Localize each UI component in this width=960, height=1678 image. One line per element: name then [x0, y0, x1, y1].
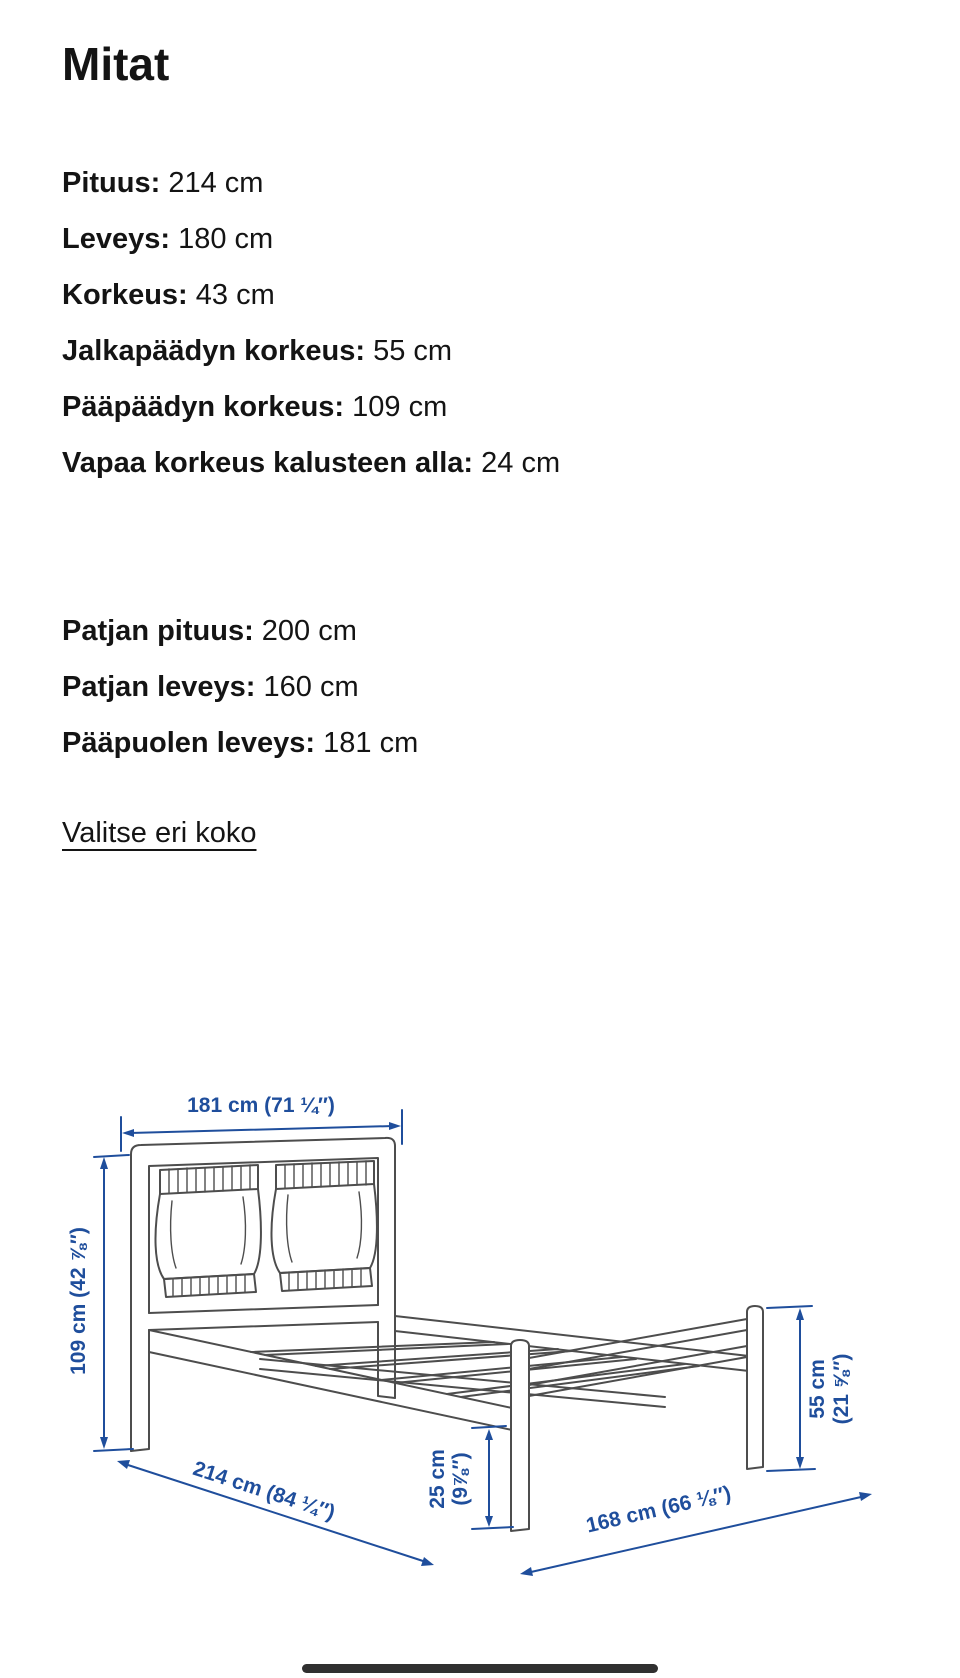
dimension-value: 55 cm — [373, 334, 453, 367]
headboard-left-leg — [131, 1330, 149, 1451]
dimension-row — [62, 155, 898, 211]
footboard-height-label-value: 55 cm — [806, 1359, 829, 1419]
headboard-height-label: 109 cm (42 ⅞″) — [67, 1226, 90, 1375]
dimension-row — [62, 323, 898, 379]
dimension-row — [62, 379, 898, 435]
cushion-bottom-pleat — [164, 1274, 256, 1297]
bed-dimension-diagram — [0, 1061, 960, 1621]
clearance-dimension-line — [472, 1426, 513, 1529]
dimension-label: Patjan pituus: — [62, 614, 254, 647]
bed-width-label: 168 cm (66 ⅛″) — [583, 1481, 734, 1538]
arrowhead — [122, 1129, 134, 1137]
dimension-row — [62, 603, 898, 659]
arrowhead — [421, 1557, 434, 1566]
cushion-hanger — [160, 1165, 258, 1194]
cushion-hanger — [276, 1161, 374, 1189]
footboard-near-post — [511, 1340, 529, 1531]
footboard-height-label-inches: (21 ⅝″) — [830, 1353, 853, 1425]
headboard-inner-frame — [149, 1158, 378, 1313]
clearance-label-inches: (9⅞″) — [449, 1452, 472, 1506]
bed-length-label: 214 cm (84 ¼″) — [190, 1456, 338, 1525]
dimension-row — [62, 659, 898, 715]
headboard-height-dimension-line — [94, 1155, 133, 1451]
dimension-value: 180 cm — [178, 222, 274, 255]
cushion-wrinkles — [287, 1192, 362, 1262]
near-side-rail — [149, 1330, 512, 1430]
arrowhead — [389, 1122, 401, 1130]
home-indicator[interactable] — [302, 1664, 658, 1673]
headboard-lower-rail — [149, 1305, 378, 1330]
cushion-bottom-pleat — [280, 1268, 372, 1291]
choose-size-link[interactable]: Valitse eri koko — [62, 816, 257, 849]
arrowhead — [859, 1492, 872, 1501]
dimension-value: 24 cm — [481, 446, 561, 479]
arrowhead — [796, 1457, 804, 1469]
dimension-row — [62, 715, 898, 771]
dimension-value: 214 cm — [168, 166, 264, 199]
mattress-dimensions-list — [62, 603, 898, 771]
dimension-value: 43 cm — [195, 278, 275, 311]
dimension-row — [62, 211, 898, 267]
dimension-labels — [67, 1094, 853, 1537]
arrowhead — [520, 1567, 533, 1576]
dimension-label: Pääpuolen leveys: — [62, 726, 316, 759]
page-title: Mitat — [62, 38, 170, 90]
arrowhead — [485, 1516, 493, 1527]
dimension-value: 109 cm — [352, 390, 448, 423]
dimension-label: Leveys: — [62, 222, 171, 255]
footboard-far-post — [747, 1306, 763, 1469]
dimension-label: Korkeus: — [62, 278, 188, 311]
dimension-value: 181 cm — [323, 726, 419, 759]
bed-length-dimension-line — [128, 1465, 423, 1561]
headboard-width-label: 181 cm (71 ¼″) — [187, 1093, 335, 1117]
clearance-label-value: 25 cm — [426, 1449, 449, 1509]
primary-dimensions-list — [62, 155, 898, 491]
dimension-row — [62, 267, 898, 323]
dimension-value: 160 cm — [263, 670, 359, 703]
arrowhead — [100, 1437, 108, 1449]
bed-diagram-area — [0, 1061, 960, 1621]
dimension-row — [62, 435, 898, 491]
dimension-label: Jalkapäädyn korkeus: — [62, 334, 366, 367]
dimensions-section — [0, 38, 960, 861]
arrowhead — [796, 1308, 804, 1320]
arrowhead — [100, 1157, 108, 1169]
arrowhead — [485, 1429, 493, 1440]
dimension-label: Pituus: — [62, 166, 161, 199]
dimension-label: Patjan leveys: — [62, 670, 256, 703]
dimension-label: Vapaa korkeus kalusteen alla: — [62, 446, 474, 479]
dimension-value: 200 cm — [261, 614, 357, 647]
dimension-label: Pääpäädyn korkeus: — [62, 390, 345, 423]
arrowhead — [117, 1460, 130, 1469]
cushion-wrinkles — [171, 1197, 246, 1268]
